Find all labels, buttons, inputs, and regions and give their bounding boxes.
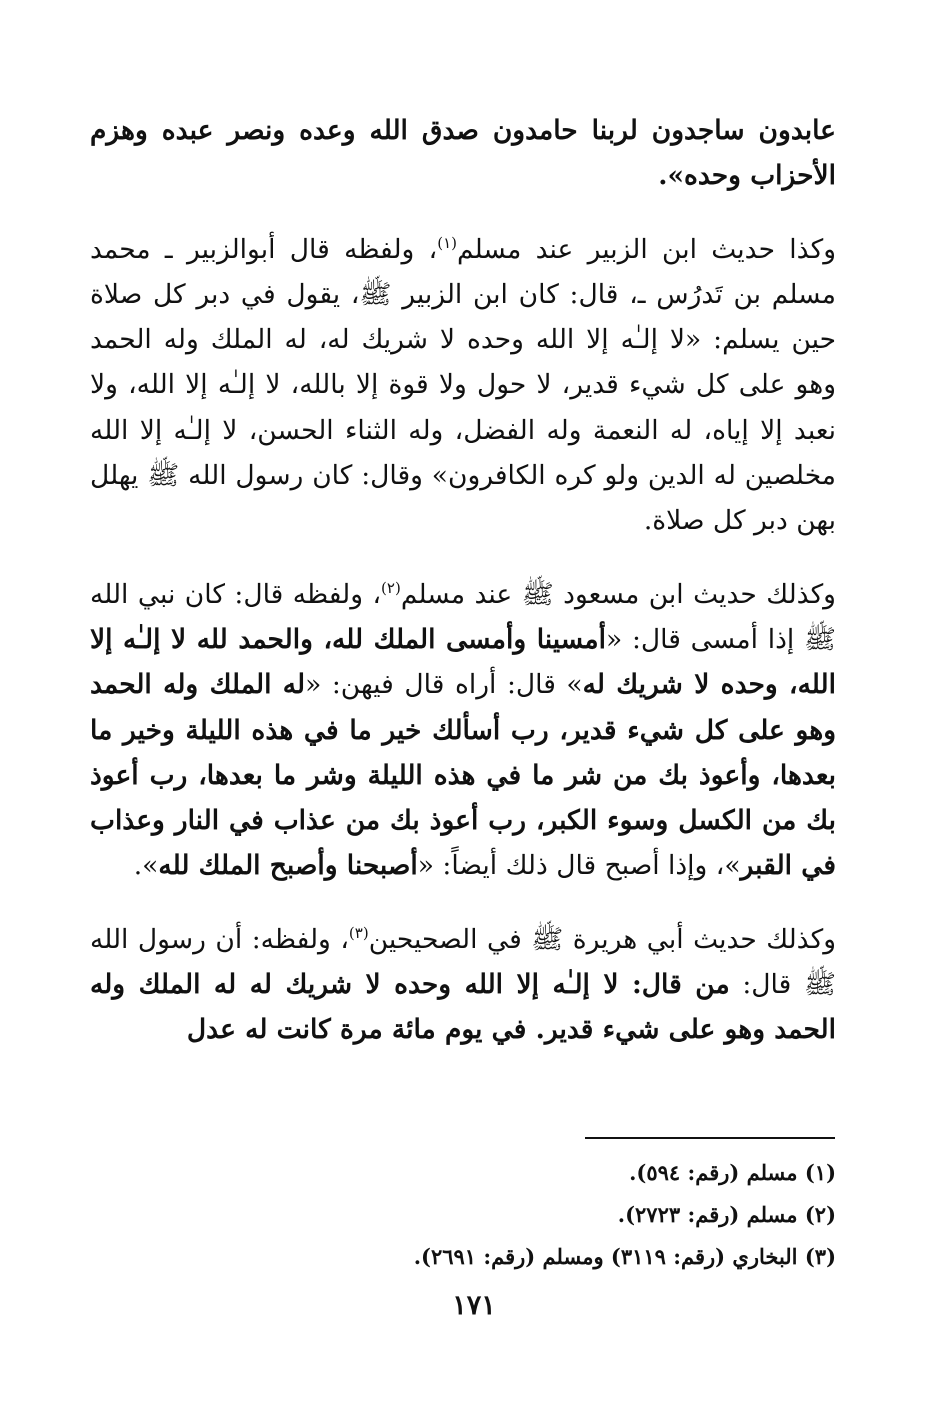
p4-quote: من قال: لا إلـٰه إلا الله وحده لا شريك له له الملك وله الحمد وهو على شيء قدير. في يوم مائة مرة كانت له عدل (90, 969, 836, 1046)
p3-text-h: ». (133, 850, 159, 882)
paragraph-2 (90, 227, 836, 544)
page-number: ١٧١ (452, 1290, 496, 1321)
footnote-ref-1: (١) (437, 233, 458, 252)
footnote-2: (٢) مسلم (رقم: ٢٧٢٣). (617, 1202, 836, 1227)
paragraph-1: عابدون ساجدون لربنا حامدون صدق الله وعده ونصر عبده وهزم الأحزاب وحده». (90, 115, 836, 192)
p3-text-f: »، وإذا أصبح قال ذلك أيضاً: « (417, 850, 741, 882)
p3-text-d: » قال: أراه قال فيهن: « (305, 669, 583, 701)
p3-quote-3: أصبحنا وأصبح الملك لله (158, 850, 418, 882)
p3-quote-1: أمسينا وأمسى الملك لله، والحمد لله لا إلـٰه إلا الله، وحده لا شريك له (90, 623, 836, 701)
p2-text-a: وكذا حديث ابن الزبير عند مسلم (457, 233, 836, 265)
footnote-ref-3: (٣) (348, 923, 369, 942)
p3-text-b: ، ولفظه قال: كان نبي الله ﷺ إذا أمسى قال: « (90, 578, 837, 655)
paragraph-4 (90, 917, 836, 1053)
p4-text-b: ، ولفظه: أن رسول الله ﷺ قال: (90, 923, 836, 1001)
p3-text-a: وكذلك حديث ابن مسعود ﷺ عند مسلم (400, 578, 836, 610)
footnote-ref-2: (٢) (381, 578, 401, 597)
p3-quote-2: له الملك وله الحمد وهو على كل شيء قدير، رب أسألك خير ما في هذه الليلة وخير ما بعدها، وأعوذ بك من شر ما في هذه الليلة وشر ما بعدها، رب أعوذ بك من الكسل وسوء الكبر، رب أعوذ بك من عذاب في النار وعذاب في القبر (90, 669, 836, 882)
paragraph-3 (90, 572, 836, 889)
footnotes (90, 1152, 836, 1278)
footnote-3: (٣) البخاري (رقم: ٣١١٩) ومسلم (رقم: ٢٦٩١). (413, 1244, 836, 1269)
p2-text-b: ، ولفظه قال أبوالزبير ـ محمد مسلم بن تَدرُس ـ، قال: كان ابن الزبير ﷺ، يقول في دبر كل صلاة حين يسلم: «لا إلـٰه إلا الله وحده لا شريك له، له الملك وله الحمد وهو على كل شيء قدير، لا حول ولا قوة إلا بالله، لا إلـٰه إلا الله، ولا نعبد إلا إياه، له النعمة وله الفضل، وله الثناء الحسن، لا إلـٰه إلا الله مخلصين له الدين ولو كره الكافرون» وقال: كان رسول الله ﷺ يهلل بهن دبر كل صلاة. (90, 233, 836, 537)
p4-text-a: وكذلك حديث أبي هريرة ﷺ في الصحيحين (368, 923, 836, 955)
footnote-1: (١) مسلم (رقم: ٥٩٤). (629, 1160, 836, 1185)
footnote-divider (585, 1137, 835, 1139)
